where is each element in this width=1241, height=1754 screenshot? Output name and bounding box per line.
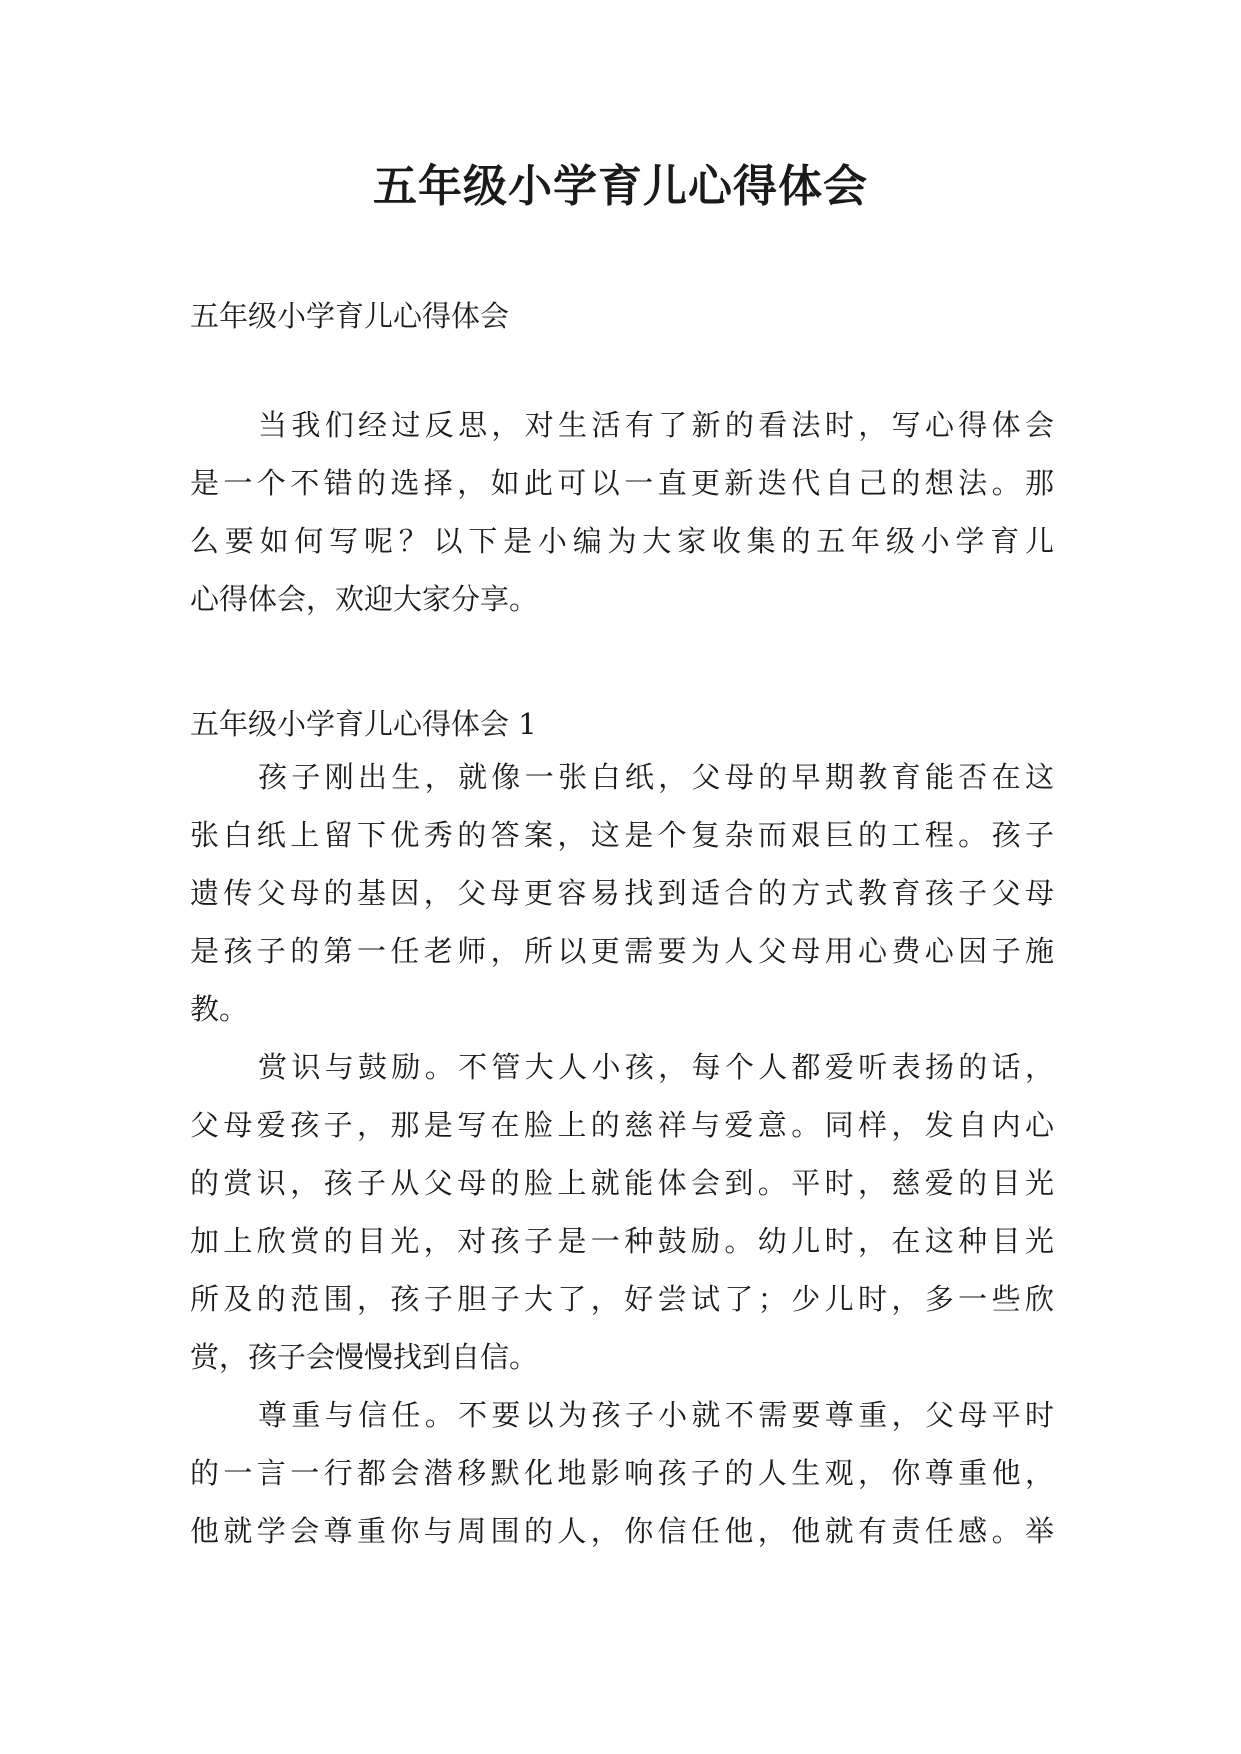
paragraph-line: 孩子刚出生，就像一张白纸，父母的早期教育能否在这 [258,760,1054,794]
paragraph-line: 父母爱孩子，那是写在脸上的慈祥与爱意。同样，发自内心 [190,1108,1054,1142]
intro-line: 当我们经过反思，对生活有了新的看法时，写心得体会 [258,408,1054,442]
document-title: 五年级小学育儿心得体会 [373,161,868,212]
paragraph-line: 遗传父母的基因，父母更容易找到适合的方式教育孩子父母 [190,876,1054,910]
section1-paragraph-3 [190,1386,1054,1560]
paragraph-line: 加上欣赏的目光，对孩子是一种鼓励。幼儿时，在这种目光 [190,1224,1054,1258]
paragraph-line: 是孩子的第一任老师，所以更需要为人父母用心费心因子施 [190,934,1054,968]
intro-line: 是一个不错的选择，如此可以一直更新迭代自己的想法。那 [190,466,1054,500]
intro-paragraph [190,396,1054,628]
paragraph-line: 尊重与信任。不要以为孩子小就不需要尊重，父母平时 [258,1398,1054,1432]
paragraph-line: 赏识与鼓励。不管大人小孩，每个人都爱听表扬的话， [258,1050,1054,1084]
document-subtitle: 五年级小学育儿心得体会 [190,299,510,333]
intro-line: 心得体会，欢迎大家分享。 [190,582,539,616]
paragraph-line: 所及的范围，孩子胆子大了，好尝试了；少儿时，多一些欣 [190,1282,1054,1316]
paragraph-line: 的一言一行都会潜移默化地影响孩子的人生观，你尊重他， [190,1456,1054,1490]
paragraph-line: 教。 [190,992,249,1026]
paragraph-line: 的赏识，孩子从父母的脸上就能体会到。平时，慈爱的目光 [190,1166,1054,1200]
paragraph-line: 张白纸上留下优秀的答案，这是个复杂而艰巨的工程。孩子 [190,818,1054,852]
section1-paragraph-2 [190,1038,1054,1386]
section1-paragraph-1 [190,748,1054,1038]
paragraph-line: 他就学会尊重你与周围的人，你信任他，他就有责任感。举 [190,1514,1054,1548]
paragraph-line: 赏，孩子会慢慢找到自信。 [190,1340,539,1374]
intro-line: 么要如何写呢？以下是小编为大家收集的五年级小学育儿 [190,524,1054,558]
section-heading: 五年级小学育儿心得体会 1 [190,707,537,741]
